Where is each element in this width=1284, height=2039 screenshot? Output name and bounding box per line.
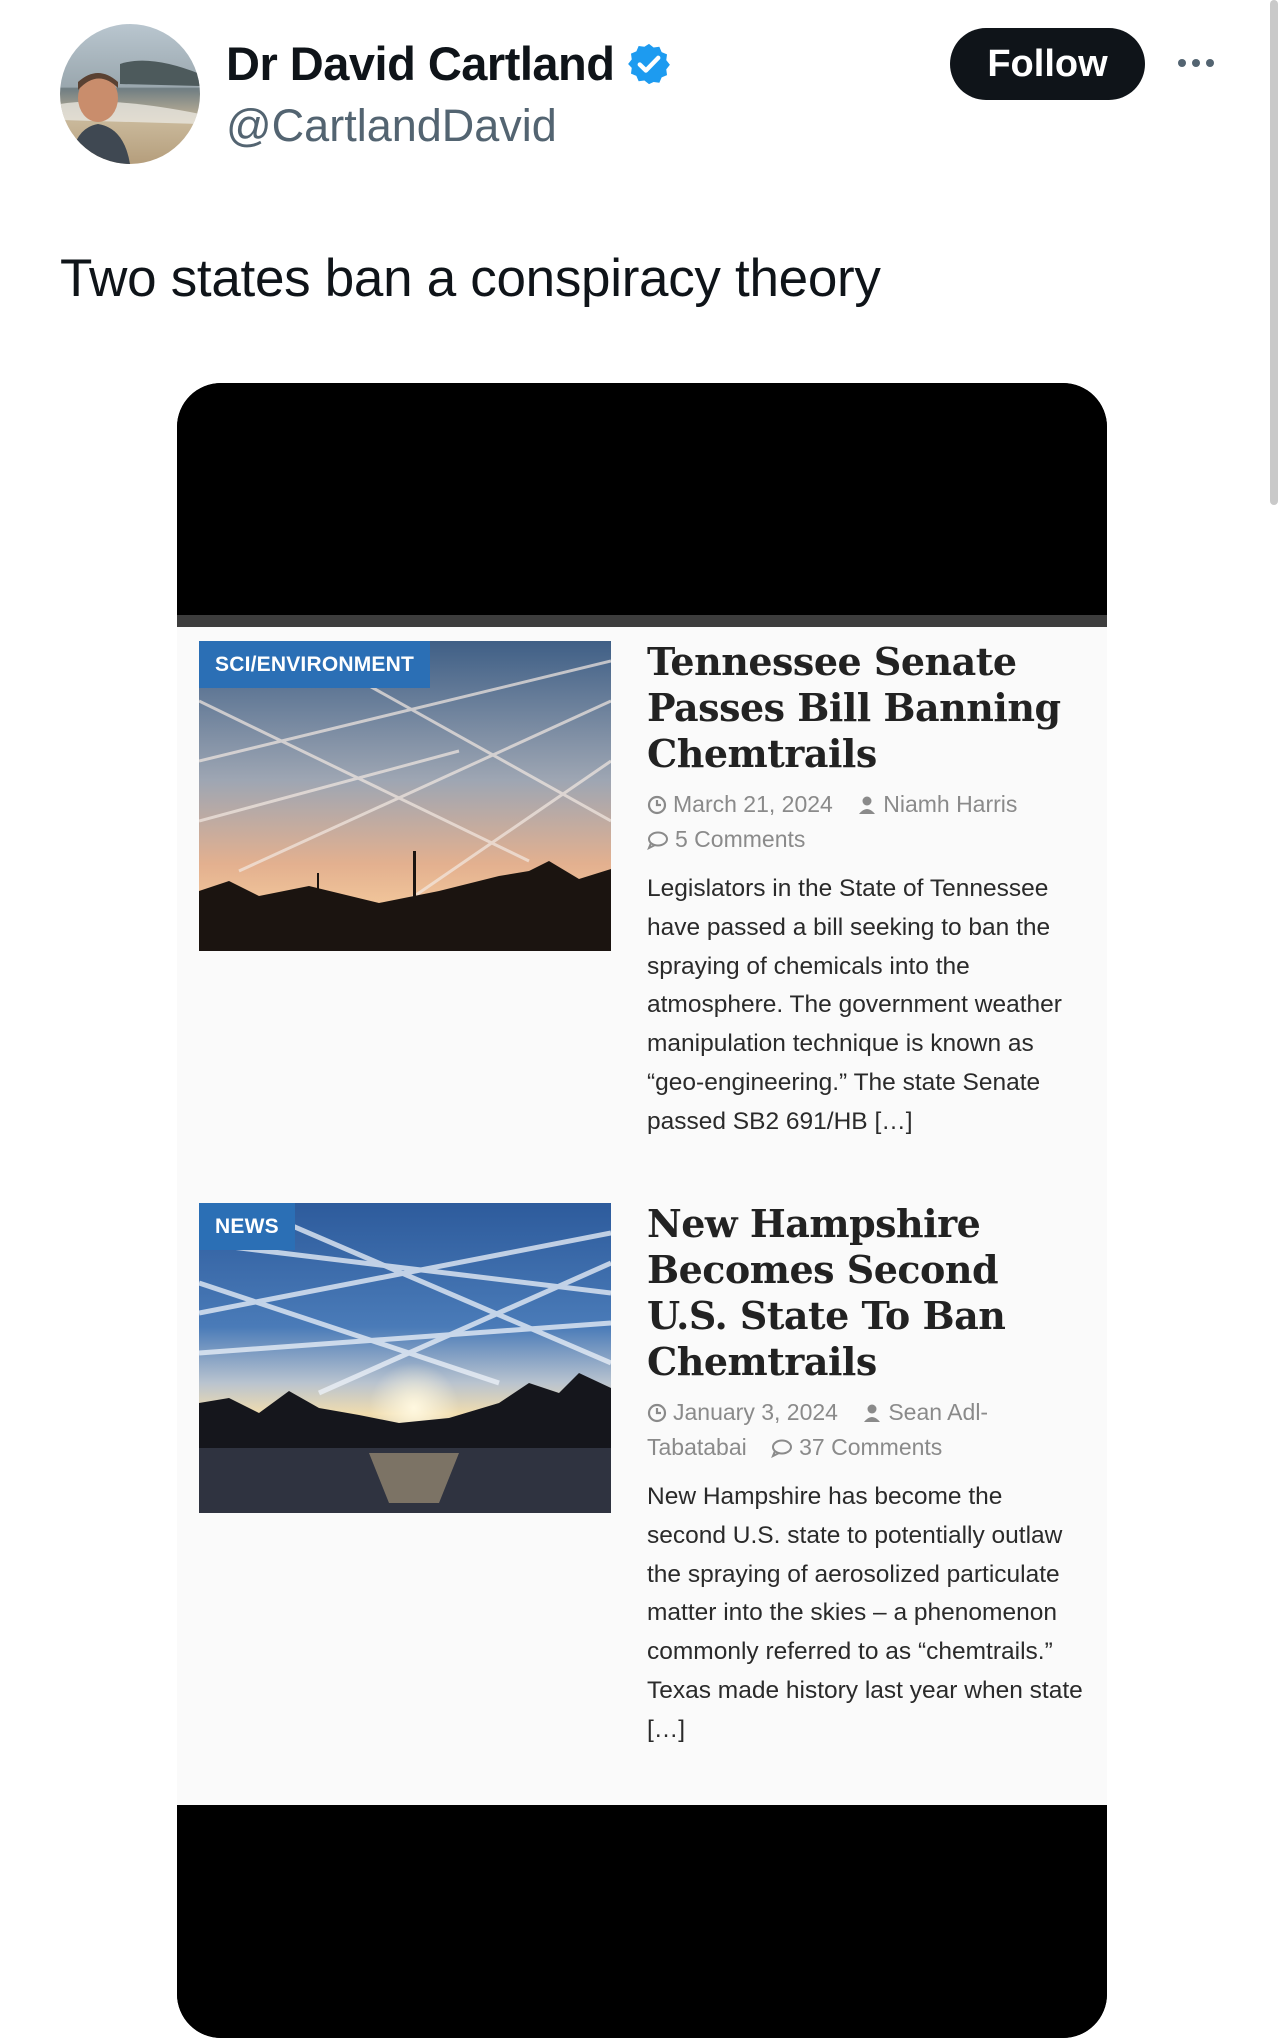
article-date: January 3, 2024 bbox=[673, 1399, 838, 1425]
article-title[interactable]: Tennessee Senate Passes Bill Banning Chemtrails bbox=[647, 639, 1061, 776]
scrollbar[interactable] bbox=[1270, 0, 1278, 505]
category-badge[interactable]: NEWS bbox=[199, 1203, 295, 1250]
author-handle[interactable]: @CartlandDavid bbox=[226, 100, 557, 151]
follow-button[interactable]: Follow bbox=[950, 28, 1145, 100]
avatar[interactable] bbox=[60, 24, 200, 164]
author-name-row[interactable] bbox=[226, 36, 672, 91]
article-author[interactable]: Niamh Harris bbox=[883, 791, 1018, 817]
article-list bbox=[177, 627, 1107, 1805]
article-thumbnail bbox=[199, 1203, 611, 1513]
category-badge[interactable]: SCI/ENVIRONMENT bbox=[199, 641, 430, 688]
author-name[interactable]: Dr David Cartland bbox=[226, 37, 615, 90]
avatar-photo bbox=[60, 24, 200, 164]
clock-icon bbox=[647, 1403, 667, 1423]
verified-badge-icon bbox=[626, 41, 672, 87]
article-author[interactable]: Sean Adl-Tabatabai bbox=[647, 1399, 989, 1460]
tweet-text: Two states ban a conspiracy theory bbox=[60, 249, 881, 308]
tweet-media-image[interactable] bbox=[177, 383, 1107, 2038]
article-title[interactable]: New Hampshire Becomes Second U.S. State To Ban Chemtrails bbox=[647, 1201, 1006, 1384]
article-excerpt: Legislators in the State of Tennessee have passed a bill seeking to ban the spraying of chemicals into the atmosphere. The government weather manipulation technique is known as “geo-engineering.” The state Senate passed SB2 691/HB […] bbox=[647, 875, 1062, 1135]
comment-bubble-icon bbox=[647, 830, 669, 850]
user-icon bbox=[862, 1403, 882, 1423]
media-black-top bbox=[177, 383, 1107, 615]
media-black-bottom bbox=[177, 1805, 1107, 2038]
article-thumbnail bbox=[199, 641, 611, 951]
article-meta bbox=[647, 1395, 1067, 1465]
media-divider-strip bbox=[177, 615, 1107, 627]
user-icon bbox=[857, 795, 877, 815]
article-excerpt: New Hampshire has become the second U.S. state to potentially outlaw the spraying of aerosolized particulate matter into the skies – a phenomenon commonly referred to as “chemtrails.” Texas made history last year when state […] bbox=[647, 1483, 1083, 1743]
article-meta bbox=[647, 787, 1067, 857]
comment-bubble-icon bbox=[771, 1438, 793, 1458]
article-date: March 21, 2024 bbox=[673, 791, 833, 817]
more-options-icon[interactable] bbox=[1168, 38, 1224, 88]
article-comments[interactable]: 5 Comments bbox=[675, 826, 806, 852]
clock-icon bbox=[647, 795, 667, 815]
article-comments[interactable]: 37 Comments bbox=[799, 1434, 943, 1460]
